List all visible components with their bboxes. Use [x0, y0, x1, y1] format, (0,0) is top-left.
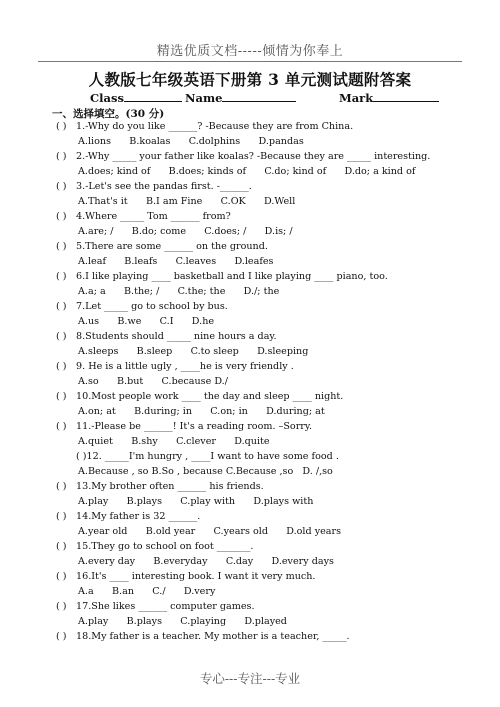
question-line	[0, 209, 500, 224]
question-line	[0, 149, 500, 164]
class-field	[90, 90, 182, 105]
options-line	[0, 584, 500, 599]
answer-paren[interactable]: ( )	[56, 361, 67, 372]
question-text: 4.Where _____ Tom ______ from?	[76, 211, 231, 222]
options-line	[0, 374, 500, 389]
answer-paren[interactable]: ( )	[56, 211, 67, 222]
question-text: 13.My brother often ______ his friends.	[76, 481, 264, 492]
question-line	[0, 539, 500, 554]
answer-paren[interactable]: ( )	[56, 301, 67, 312]
section-heading: 一、选择填空。(30 分)	[52, 108, 165, 120]
options-line	[0, 194, 500, 209]
answer-paren[interactable]: ( )	[56, 391, 67, 402]
mark-label: Mark	[339, 91, 374, 105]
answer-paren[interactable]: ( )	[56, 511, 67, 522]
question-text: 9. He is a little ugly , ____he is very friendly .	[76, 361, 294, 372]
options-line	[0, 434, 500, 449]
options-line	[0, 224, 500, 239]
options-line	[0, 344, 500, 359]
question-line	[0, 299, 500, 314]
class-label: Class	[90, 91, 124, 105]
question-text: 17.She likes ______ computer games.	[76, 601, 255, 612]
question-line	[0, 329, 500, 344]
document-title: 人教版七年级英语下册第 3 单元测试题附答案	[88, 70, 412, 89]
answer-paren[interactable]: ( )	[56, 181, 67, 192]
question-options: A.so B.but C.because D./	[78, 376, 228, 387]
question-text: 3.-Let's see the pandas first. -______.	[76, 181, 252, 192]
options-line	[0, 614, 500, 629]
answer-paren[interactable]: ( )	[56, 601, 67, 612]
options-line	[0, 314, 500, 329]
name-label: Name	[185, 91, 223, 105]
question-text: ( )12. _____I'm hungry , ____I want to have some food .	[76, 451, 339, 462]
header-banner: 精选优质文档-----倾情为你奉上	[156, 44, 344, 59]
question-text: 10.Most people work ____ the day and sleep ____ night.	[76, 391, 344, 402]
question-line	[0, 119, 500, 134]
answer-paren[interactable]: ( )	[56, 271, 67, 282]
question-options: A.a; a B.the; / C.the; the D./; the	[78, 286, 280, 297]
question-line	[0, 179, 500, 194]
student-info-row	[0, 90, 500, 106]
options-line	[0, 464, 500, 479]
name-blank	[222, 90, 296, 102]
answer-paren[interactable]: ( )	[56, 331, 67, 342]
name-field	[185, 90, 296, 105]
question-options: A.on; at B.during; in C.on; in D.during; at	[78, 406, 325, 417]
question-options: A.does; kind of B.does; kinds of C.do; kind of D.do; a kind of	[78, 166, 416, 177]
answer-paren[interactable]: ( )	[56, 121, 67, 132]
question-line	[0, 359, 500, 374]
answer-paren[interactable]: ( )	[56, 421, 67, 432]
question-text: 14.My father is 32 ______.	[76, 511, 201, 522]
question-line	[0, 629, 500, 644]
question-text: 16.It's ____ interesting book. I want it very much.	[76, 571, 316, 582]
answer-paren[interactable]: ( )	[56, 241, 67, 252]
answer-paren[interactable]: ( )	[56, 631, 67, 642]
mark-blank	[373, 90, 439, 102]
options-line	[0, 284, 500, 299]
question-options: A.play B.plays C.play with D.plays with	[78, 496, 314, 507]
mark-field	[339, 90, 439, 105]
question-line	[0, 509, 500, 524]
options-line	[0, 404, 500, 419]
question-text: 5.There are some ______ on the ground.	[76, 241, 268, 252]
answer-paren[interactable]: ( )	[56, 151, 67, 162]
answer-paren[interactable]: ( )	[56, 541, 67, 552]
options-line	[0, 524, 500, 539]
header-rule	[38, 61, 462, 62]
question-text: 18.My father is a teacher. My mother is a teacher, _____.	[76, 631, 350, 642]
options-line	[0, 134, 500, 149]
question-text: 8.Students should _____ nine hours a day.	[76, 331, 277, 342]
answer-paren[interactable]: ( )	[56, 481, 67, 492]
page-footer: 专心---专注---专业	[199, 671, 301, 686]
question-list	[0, 119, 500, 644]
question-options: A.That's it B.I am Fine C.OK D.Well	[78, 196, 296, 207]
question-options: A.Because , so B.So , because C.Because ,so D. /,so	[78, 466, 333, 477]
question-line	[0, 419, 500, 434]
question-text: 6.I like playing ____ basketball and I like playing ____ piano, too.	[76, 271, 388, 282]
question-text: 11.-Please be ______! It's a reading room. –Sorry.	[76, 421, 313, 432]
options-line	[0, 254, 500, 269]
options-line	[0, 164, 500, 179]
question-line	[0, 239, 500, 254]
question-options: A.quiet B.shy C.clever D.quite	[78, 436, 270, 447]
question-line	[0, 389, 500, 404]
question-options: A.leaf B.leafs C.leaves D.leafes	[78, 256, 274, 267]
question-options: A.lions B.koalas C.dolphins D.pandas	[78, 136, 304, 147]
class-blank	[124, 90, 182, 102]
question-options: A.year old B.old year C.years old D.old years	[78, 526, 342, 537]
question-text: 2.-Why _____ your father like koalas? -Because they are _____ interesting.	[76, 151, 431, 162]
question-options: A.us B.we C.I D.he	[78, 316, 215, 327]
options-line	[0, 554, 500, 569]
question-text: 7.Let _____ go to school by bus.	[76, 301, 228, 312]
options-line	[0, 494, 500, 509]
question-text: 1.-Why do you like ______? -Because they are from China.	[76, 121, 354, 132]
question-text: 15.They go to school on foot _______.	[76, 541, 254, 552]
question-options: A.are; / B.do; come C.does; / D.is; /	[78, 226, 293, 237]
question-line	[0, 449, 500, 464]
question-options: A.play B.plays C.playing D.played	[78, 616, 287, 627]
question-line	[0, 479, 500, 494]
answer-paren[interactable]: ( )	[56, 571, 67, 582]
question-options: A.a B.an C./ D.very	[78, 586, 216, 597]
question-line	[0, 269, 500, 284]
question-line	[0, 599, 500, 614]
question-options: A.every day B.everyday C.day D.every days	[78, 556, 334, 567]
question-line	[0, 569, 500, 584]
question-options: A.sleeps B.sleep C.to sleep D.sleeping	[78, 346, 309, 357]
